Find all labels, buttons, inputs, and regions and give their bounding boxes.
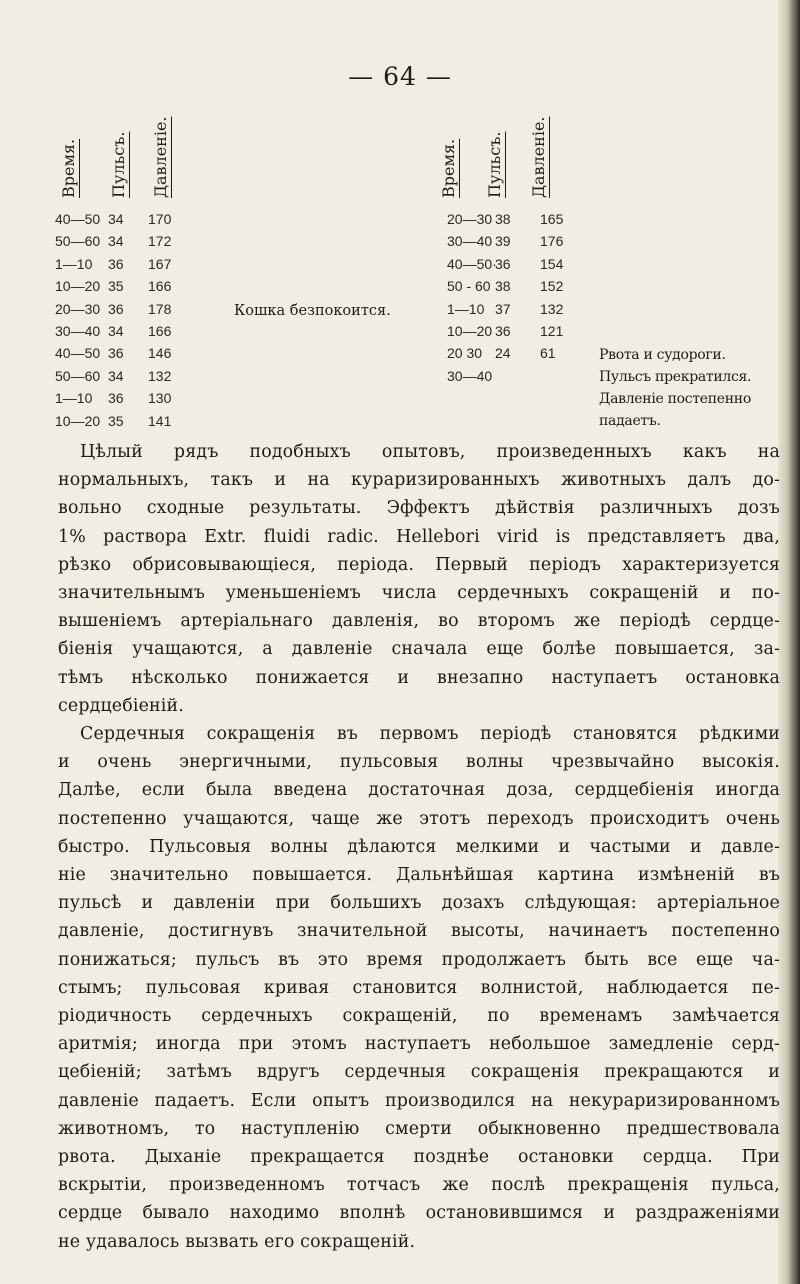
- text-line: быстро. Пульсовыя волны дѣлаются мелкими и частыми и давле-: [58, 836, 780, 857]
- pressure-cell: 152: [540, 278, 564, 295]
- pressure-cell: 121: [540, 322, 564, 339]
- text-line: рвота. Дыханіе прекращается позднѣе остановки сердца. При: [58, 1147, 780, 1168]
- time-cell: 40—50: [55, 211, 101, 227]
- time-cell: 20—30: [447, 211, 493, 227]
- text-line: вскрытіи, произведенномъ тотчасъ же послѣ прекращенія пульса,: [58, 1175, 780, 1196]
- text-line: постепенно учащаются, чаще же этотъ переходъ происходитъ очень: [58, 808, 780, 829]
- text-line: не удавалось вызвать его сокращеній.: [58, 1231, 416, 1252]
- time-cell: 30—40: [447, 233, 493, 250]
- table-row: [55, 211, 260, 233]
- pulse-cell: 34: [108, 367, 124, 384]
- text-line: Цѣлый рядъ подобныхъ опытовъ, произведенныхъ какъ на: [80, 442, 780, 462]
- pulse-cell: 36: [495, 322, 511, 339]
- table-row: [55, 278, 260, 300]
- text-line: вольно сходные результаты. Эффектъ дѣйствія различныхъ дозъ: [58, 498, 780, 519]
- left-data-table: [55, 211, 260, 435]
- time-cell: 10—20: [55, 412, 101, 429]
- text-line: давленіе, достигнувъ значительной высоты, начинаетъ постепенно: [58, 921, 780, 942]
- pressure-cell: 154: [540, 255, 564, 272]
- time-cell: 1—10: [55, 255, 93, 272]
- right-header-pressure: Давленіе.: [529, 116, 548, 198]
- table-row: [55, 322, 260, 345]
- table-row: [447, 256, 577, 278]
- text-line: давленіе падаетъ. Если опытъ производился на некураризированномъ: [58, 1090, 780, 1111]
- note-line: падаетъ.: [599, 413, 661, 429]
- time-cell: 50—60: [55, 233, 101, 250]
- text-line: ріодичность сердечныхъ сокращеній, по временамъ замѣчается: [58, 1006, 780, 1027]
- note-line: Пульсъ прекратился.: [599, 369, 752, 385]
- right-header-time: Время.: [439, 138, 458, 198]
- pressure-cell: 132: [540, 300, 564, 317]
- table-row: [55, 300, 260, 323]
- pulse-cell: 35: [108, 412, 124, 429]
- text-line: біенія учащаются, а давленіе сначала еще болѣе повышается, за-: [58, 639, 780, 660]
- table-row: [55, 390, 260, 412]
- text-line: аритмія; иногда при этомъ наступаетъ небольшое замедленіе серд-: [58, 1034, 780, 1055]
- text-line: тѣмъ нѣсколько понижается и внезапно наступаетъ остановка: [58, 667, 780, 688]
- pulse-cell: 38: [495, 211, 511, 227]
- table-row: [55, 233, 260, 255]
- time-cell: 10—20: [55, 278, 101, 295]
- time-cell: 50 - 60: [447, 278, 491, 295]
- pressure-cell: 61: [540, 345, 556, 362]
- pulse-cell: 36: [108, 300, 124, 317]
- time-cell: 20 30: [447, 345, 483, 362]
- text-line: значительнымъ уменьшеніемъ числа сердечныхъ сокращеній и по-: [58, 583, 780, 604]
- table-row: [447, 301, 577, 323]
- pulse-cell: 24: [495, 345, 511, 362]
- text-line: стымъ; пульсовая кривая становится волнистой, наблюдается пе-: [58, 977, 780, 998]
- time-cell: 20—30: [55, 300, 101, 317]
- right-header-pulse: Пульсъ.: [485, 131, 504, 198]
- time-cell: 30—40: [55, 322, 101, 339]
- text-line: животномъ, то наступленію смерти обыкновенно предшествовала: [58, 1118, 780, 1139]
- time-cell: 1—10: [55, 390, 93, 407]
- table-row: [55, 255, 260, 278]
- text-line: ніе значительно повышается. Дальнѣйшая картина измѣненій въ: [58, 865, 780, 886]
- pressure-cell: 165: [540, 211, 564, 227]
- pulse-cell: 34: [108, 322, 124, 339]
- table-row: [447, 345, 577, 367]
- table-row: [55, 367, 260, 390]
- text-line: 1% раствора Extr. fluidi radic. Hellebori virid is представляетъ два,: [58, 526, 780, 547]
- page-number: — 64 —: [348, 62, 452, 91]
- note-line: Давленіе постепенно: [599, 391, 751, 407]
- pulse-cell: 34: [108, 211, 124, 227]
- paragraph: [58, 720, 780, 1256]
- text-line: сердцебіеній.: [58, 695, 184, 716]
- text-line: понижаться; пульсъ въ это время продолжаетъ быть все еще ча-: [58, 949, 780, 970]
- time-cell: 40—50: [55, 345, 101, 362]
- pulse-cell: 35: [108, 278, 124, 295]
- pulse-cell: 37: [495, 300, 511, 317]
- table-row: [447, 233, 577, 255]
- text-line: цебіеній; затѣмъ вдругъ сердечныя сокращенія прекращаются и: [58, 1062, 780, 1083]
- pressure-cell: 170: [148, 211, 172, 227]
- time-cell: 1—10: [447, 300, 485, 317]
- table-row: [447, 211, 577, 233]
- table-row: [447, 323, 577, 345]
- remark-cat-restless: Кошка безпокоится.: [234, 303, 391, 319]
- pulse-cell: 36: [495, 255, 511, 272]
- table-row: [447, 368, 577, 390]
- pressure-cell: 178: [148, 300, 172, 317]
- text-line: вышеніемъ артеріальнаго давленія, во второмъ же періодѣ сердце-: [58, 611, 780, 632]
- text-line: и очень энергичными, пульсовыя волны чрезвычайно высокія.: [58, 752, 780, 773]
- paragraph: [58, 438, 780, 720]
- text-line: рѣзко обрисовывающіеся, періода. Первый періодъ характеризуется: [58, 554, 780, 575]
- pressure-cell: 132: [148, 367, 172, 384]
- body-text: [58, 438, 780, 1256]
- left-header-pulse: Пульсъ.: [109, 131, 128, 198]
- text-line: сердце бывало находимо вполнѣ остановившимся и раздраженіями: [58, 1203, 780, 1224]
- pulse-cell: 36: [108, 345, 124, 362]
- table-row: [55, 345, 260, 367]
- left-header-pressure: Давленіе.: [151, 116, 170, 198]
- pulse-cell: 36: [108, 255, 124, 272]
- pulse-cell: 36: [108, 390, 124, 407]
- pressure-cell: 130: [148, 390, 172, 407]
- time-cell: 30—40: [447, 367, 493, 384]
- text-line: пульсѣ и давленіи при большихъ дозахъ слѣдующая: артеріальное: [58, 893, 780, 914]
- pressure-cell: 167: [148, 255, 172, 272]
- pressure-cell: 141: [148, 412, 172, 429]
- pulse-cell: 39: [495, 233, 511, 250]
- time-cell: 50—60: [55, 367, 101, 384]
- note-line: Рвота и судороги.: [599, 347, 726, 363]
- pulse-cell: 38: [495, 278, 511, 295]
- pulse-cell: 34: [108, 233, 124, 250]
- table-row: [447, 278, 577, 300]
- left-header-time: Время.: [59, 138, 78, 198]
- text-line: Далѣе, если была введена достаточная доза, сердцебіенія иногда: [58, 780, 780, 801]
- table-row: [55, 412, 260, 435]
- right-data-table: [447, 211, 577, 390]
- page-edge-shadow: [778, 0, 800, 1284]
- pressure-cell: 176: [540, 233, 564, 250]
- time-cell: 10—20: [447, 322, 493, 339]
- pressure-cell: 172: [148, 233, 172, 250]
- pressure-cell: 146: [148, 345, 172, 362]
- time-cell: 40—50·: [447, 255, 497, 272]
- pressure-cell: 166: [148, 322, 172, 339]
- pressure-cell: 166: [148, 278, 172, 295]
- text-line: нормальныхъ, такъ и на кураризированныхъ животныхъ далъ до-: [58, 470, 780, 491]
- text-line: Сердечныя сокращенія въ первомъ періодѣ становятся рѣдкими: [80, 724, 780, 745]
